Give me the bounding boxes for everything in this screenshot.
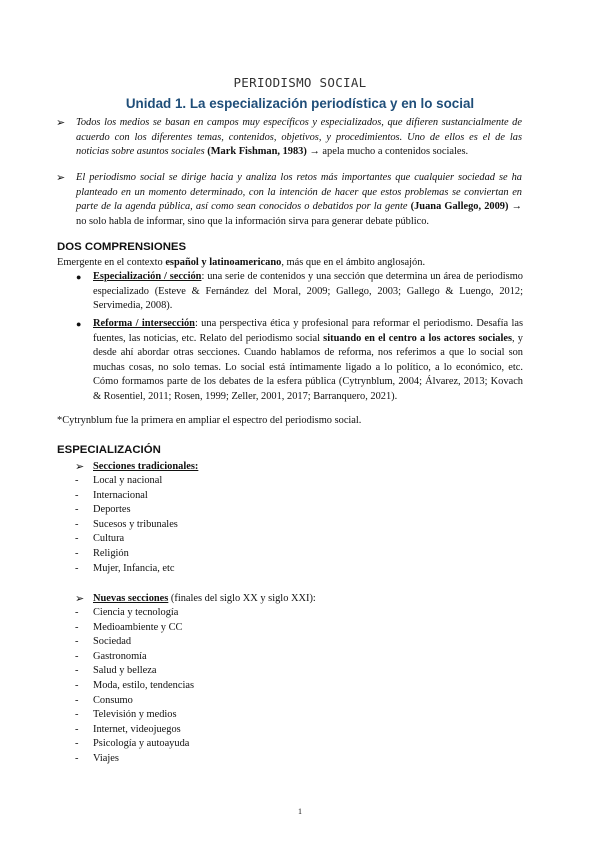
section-heading-especializacion: ESPECIALIZACIÓN [57, 444, 161, 456]
bullet-reforma [76, 317, 523, 405]
bullet-text-continued: , y desde ahí abordar otras secciones. Cuando hablamos de reforma, nos referimos a que lo social son muchas cosas, no solo temas. Lo social está íntimamente ligado a lo político, a lo económico, etc. Cómo formamos parte de los debates de la esfera pública (Cytrynblum, 2004; Álvarez, 2013; Kovach & Rosentiel, 2011; Rosen, 1999; Zeller, 2001, 2017; Barranquero, 2021). [93, 332, 523, 402]
list-item: - Consumo [75, 694, 133, 706]
list-item: - Ciencia y tecnología [75, 607, 179, 618]
list-item: - Moda, estilo, tendencias [75, 679, 194, 691]
section-heading-dos-comprensiones: DOS COMPRENSIONES [57, 241, 187, 253]
list-item: - Televisión y medios [75, 709, 177, 721]
bullet-especializacion [76, 270, 524, 314]
arrow-bullet-icon: ➢ [75, 593, 85, 605]
bullet-highlight: situando en el centro a los actores sociales [323, 332, 512, 344]
quote-citation: (Mark Fishman, 1983) [207, 146, 307, 158]
quote-comment: → no solo habla de informar, sino que la información sirva para generar debate público. [76, 201, 522, 227]
list-item: - Sucesos y tribunales [75, 518, 178, 530]
list-item: - Salud y belleza [75, 665, 157, 677]
page-number: 1 [298, 807, 302, 816]
bullet-text: : una serie de contenidos y una sección que determina un área de periodismo especializado (Esteve & Fernández del Moral, 2009; Gallego, 2003; Gallego & Luengo, 2012; Servimedia, 2008). [93, 271, 524, 312]
unit-title: Unidad 1. La especialización periodística y en lo social [125, 96, 475, 111]
list-item: - Internacional [75, 489, 148, 501]
bullet-dot-icon: ● [76, 272, 82, 282]
list-item: - Internet, videojuegos [75, 723, 181, 735]
subsection-secciones-tradicionales [75, 460, 198, 475]
subsection-label: Nuevas secciones [93, 593, 169, 604]
quote-text: El periodismo social se dirige hacia y analiza los retos más importantes que cualquier sociedad se ha planteado en un momento determinado, con la intención de hacer que estos problemas se conviertan en parte de la agenda pública, así como sean conocidos o debatidos por la gente [76, 172, 522, 213]
subsection-nuevas-secciones [75, 592, 316, 607]
list-item: - Gastronomía [75, 650, 147, 662]
list-item: - Cultura [75, 533, 125, 545]
quote-comment: → apela mucho a contenidos sociales. [309, 146, 469, 158]
intro-quote-gallego [56, 171, 522, 229]
bullet-text: : una perspectiva ética y profesional para reformar el periodismo. Desafía las fuentes, las noticias, etc. Relato del periodismo social [93, 318, 523, 344]
list-item: - Local y nacional [75, 475, 163, 486]
list-item: - Religión [75, 547, 129, 559]
arrow-bullet-icon: ➢ [56, 117, 66, 129]
subsection-suffix: (finales del siglo XX y siglo XXI): [168, 593, 316, 604]
note-cytrynblum: *Cytrynblum fue la primera en ampliar el espectro del periodismo social. [57, 415, 362, 426]
arrow-bullet-icon: ➢ [75, 461, 85, 473]
list-nuevas-secciones [75, 606, 194, 767]
list-item: - Mujer, Infancia, etc [75, 562, 175, 574]
list-item: - Medioambiente y CC [75, 621, 183, 633]
subsection-label: Secciones tradicionales: [93, 461, 199, 472]
quote-citation: (Juana Gallego, 2009) [410, 201, 509, 213]
bullet-term: Reforma / intersección [93, 318, 195, 329]
bullet-term: Especialización / sección [93, 271, 202, 282]
document-title: PERIODISMO SOCIAL [233, 75, 367, 90]
bullet-dot-icon: ● [76, 319, 82, 329]
list-item: - Viajes [75, 752, 119, 764]
list-secciones-tradicionales [75, 474, 178, 576]
list-item: - Sociedad [75, 636, 132, 648]
quote-text: Todos los medios se basan en campos muy específicos y especializados, que difieren sustancialmente de acuerdo con los diferentes temas, contenidos, objetivos, y procedimientos. Uno de ellos es el de las noticias sobre asuntos sociales [76, 117, 522, 158]
arrow-bullet-icon: ➢ [56, 172, 66, 184]
dos-intro-paragraph: Emergente en el contexto español y latinoamericano, más que en el ámbito anglosajón. [57, 257, 426, 268]
list-item: - Psicología y autoayuda [75, 738, 190, 750]
list-item: - Deportes [75, 504, 131, 516]
intro-quote-fishman [56, 116, 522, 160]
